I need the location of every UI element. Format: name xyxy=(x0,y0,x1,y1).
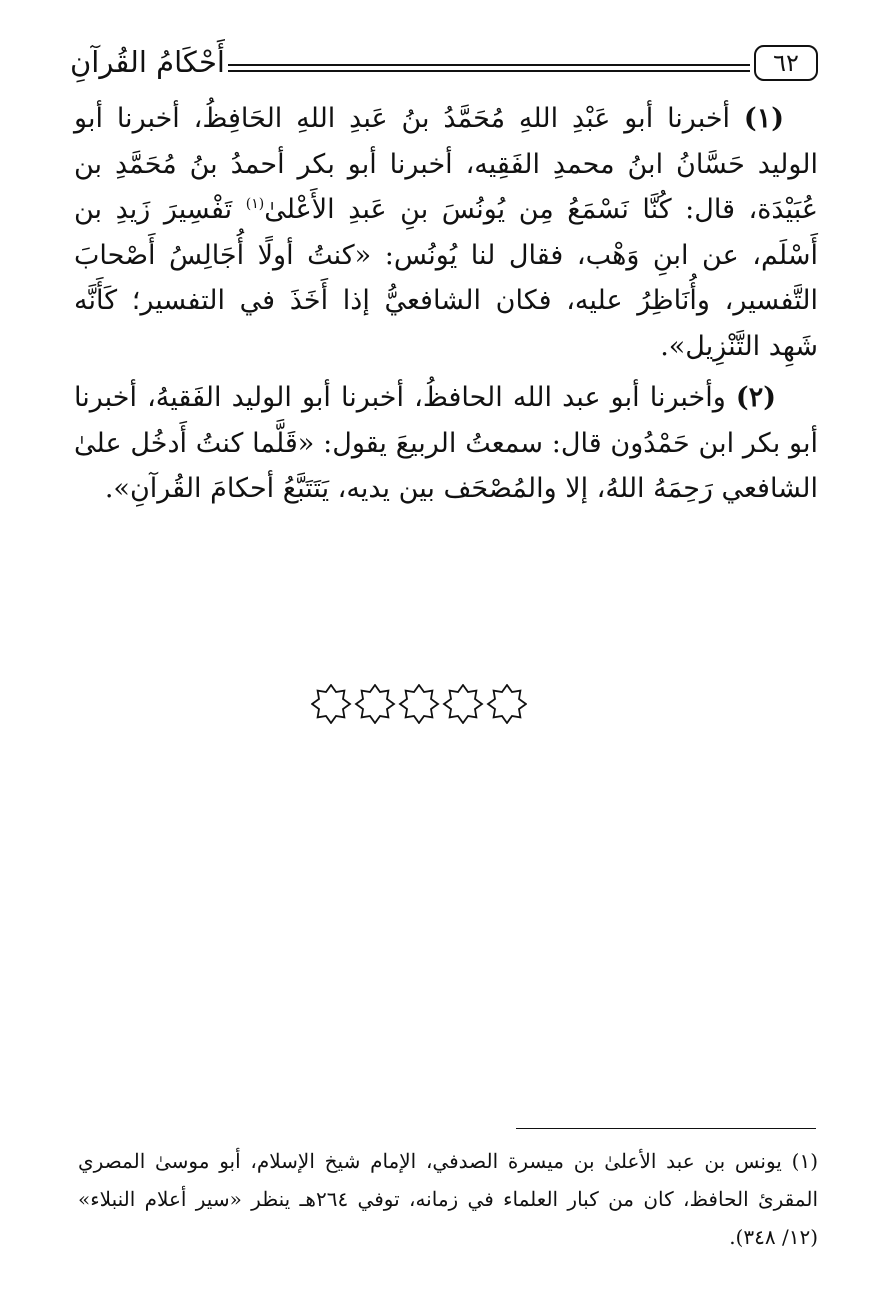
page-number: ٦٢ xyxy=(773,49,799,77)
main-text xyxy=(74,96,818,518)
paragraph-text: وأخبرنا أبو عبد الله الحافظُ، أخبرنا أبو الوليد الفَقيهُ، أخبرنا أبو بكر ابن حَمْدُون قال: سمعتُ الربيعَ يقول: «قَلَّما كنتُ أَدخُل علىٰ الشافعي رَحِمَهُ اللهُ، إلا والمُصْحَف بين يديه، يَتَتَبَّعُ أحكامَ القُرآنِ». xyxy=(74,382,818,504)
footnote-marker: (١) xyxy=(791,1149,819,1173)
footnotes xyxy=(78,1142,818,1256)
eight-point-star-icon xyxy=(444,685,482,723)
eight-point-star-icon xyxy=(400,685,438,723)
footnote-reference[interactable]: (١) xyxy=(245,196,265,212)
paragraph-number: (٢) xyxy=(735,382,776,413)
section-ornament xyxy=(311,684,527,724)
paragraph-text: أخبرنا أبو عَبْدِ اللهِ مُحَمَّدُ بنُ عَبدِ اللهِ الحَافِظُ، أخبرنا أبو الوليد حَسَّانُ ابنُ محمدِ الفَقِيه، أخبرنا أبو بكر أحمدُ بنُ مُحَمَّدِ بن عُبَيْدَة، قال: كُنَّا نَسْمَعُ مِن يُونُسَ بنِ عَبدِ الأَعْلىٰ xyxy=(74,103,818,225)
footnote-text: يونس بن عبد الأعلىٰ بن ميسرة الصدفي، الإمام شيخ الإسلام، أبو موسىٰ المصري المقرئ الحافظ، كان من كبار العلماء في زمانه، توفي ٢٦٤هـ ينظر «سير أعلام النبلاء» (١٢/ ٣٤٨). xyxy=(78,1149,818,1249)
book-title: أَحْكَامُ القُرآنِ xyxy=(70,45,225,79)
paragraph-2 xyxy=(74,375,818,512)
eight-point-star-icon xyxy=(312,685,350,723)
page-header xyxy=(70,40,820,90)
paragraph-text: تَفْسِيرَ زَيدِ بن أَسْلَم، عن ابنِ وَهْب، فقال لنا يُونُس: «كنتُ أولًا أُجَالِسُ أَصْحابَ التَّفسير، وأُنَاظِرُ عليه، فكان الشافعيُّ إذا أَخَذَ في التفسير؛ كَأَنَّه شَهِد التَّنْزِيل». xyxy=(74,194,818,362)
eight-point-star-icon xyxy=(356,685,394,723)
footnote-item xyxy=(78,1142,818,1256)
page-number-badge xyxy=(754,45,818,81)
paragraph-1 xyxy=(74,96,818,369)
footnote-divider xyxy=(516,1128,816,1129)
paragraph-number: (١) xyxy=(743,103,784,134)
header-divider xyxy=(228,64,750,72)
eight-point-star-icon xyxy=(488,685,526,723)
